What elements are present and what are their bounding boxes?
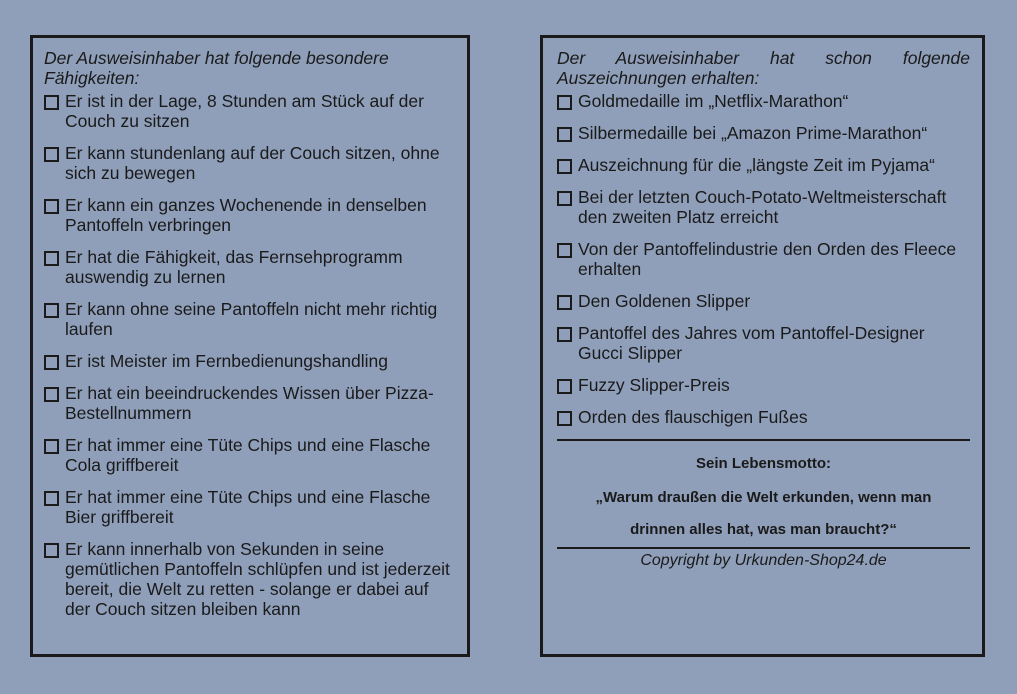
- ability-item-9: [44, 487, 457, 527]
- award-checkbox-6[interactable]: [557, 295, 572, 310]
- ability-checkbox-5[interactable]: [44, 303, 59, 318]
- award-item-1: [557, 91, 970, 111]
- ability-text-3: Er kann ein ganzes Wochenende in denselben Pantoffeln verbringen: [65, 195, 427, 235]
- award-checkbox-8[interactable]: [557, 379, 572, 394]
- ability-text-9: Er hat immer eine Tüte Chips und eine Flasche Bier griffbereit: [65, 487, 431, 527]
- abilities-intro: Der Ausweisinhaber hat folgende besondere Fähigkeiten:: [44, 48, 389, 88]
- ability-item-3: [44, 195, 457, 235]
- ability-checkbox-3[interactable]: [44, 199, 59, 214]
- ability-item-1: [44, 91, 457, 131]
- award-text-5: Von der Pantoffelindustrie den Orden des Fleece erhalten: [578, 239, 957, 279]
- motto-heading: Sein Lebensmotto:: [695, 455, 831, 472]
- award-checkbox-1[interactable]: [557, 95, 572, 110]
- award-checkbox-5[interactable]: [557, 243, 572, 258]
- ability-checkbox-9[interactable]: [44, 491, 59, 506]
- motto-line-2: drinnen alles hat, was man braucht?“: [630, 521, 897, 538]
- award-text-8: Fuzzy Slipper-Preis: [578, 375, 730, 395]
- ability-checkbox-1[interactable]: [44, 95, 59, 110]
- award-text-2: Silbermedaille bei „Amazon Prime-Marathon“: [578, 123, 928, 143]
- award-item-7: [557, 323, 970, 363]
- award-item-6: [557, 291, 970, 311]
- ability-text-6: Er ist Meister im Fernbedienungshandling: [65, 351, 388, 371]
- awards-list: [557, 91, 970, 427]
- ability-text-5: Er kann ohne seine Pantoffeln nicht mehr richtig laufen: [65, 299, 438, 339]
- ability-checkbox-7[interactable]: [44, 387, 59, 402]
- ability-item-10: [44, 539, 457, 619]
- copyright-divider: [557, 547, 970, 549]
- award-checkbox-3[interactable]: [557, 159, 572, 174]
- ability-text-1: Er ist in der Lage, 8 Stunden am Stück auf der Couch zu sitzen: [65, 91, 424, 131]
- abilities-list: [44, 91, 457, 619]
- award-checkbox-2[interactable]: [557, 127, 572, 142]
- ability-item-7: [44, 383, 457, 423]
- ability-text-4: Er hat die Fähigkeit, das Fernsehprogramm auswendig zu lernen: [65, 247, 403, 287]
- award-text-7: Pantoffel des Jahres vom Pantoffel-Designer Gucci Slipper: [578, 323, 925, 363]
- award-checkbox-4[interactable]: [557, 191, 572, 206]
- award-item-4: [557, 187, 970, 227]
- ability-text-8: Er hat immer eine Tüte Chips und eine Flasche Cola griffbereit: [65, 435, 431, 475]
- awards-intro: Der Ausweisinhaber hat schon folgende Auszeichnungen erhalten:: [557, 48, 970, 88]
- ability-item-4: [44, 247, 457, 287]
- abilities-card: [30, 35, 470, 657]
- award-checkbox-9[interactable]: [557, 411, 572, 426]
- ability-text-10: Er kann innerhalb von Sekunden in seine gemütlichen Pantoffeln schlüpfen und ist jederzeit bereit, die Welt zu retten - solange er dabei auf der Couch sitzen bleiben kann: [65, 539, 450, 619]
- copyright-text: Copyright by Urkunden-Shop24.de: [640, 552, 887, 569]
- ability-item-5: [44, 299, 457, 339]
- award-text-9: Orden des flauschigen Fußes: [578, 407, 808, 427]
- ability-item-8: [44, 435, 457, 475]
- award-item-3: [557, 155, 970, 175]
- award-item-9: [557, 407, 970, 427]
- ability-checkbox-4[interactable]: [44, 251, 59, 266]
- award-item-2: [557, 123, 970, 143]
- ability-item-2: [44, 143, 457, 183]
- ability-checkbox-10[interactable]: [44, 543, 59, 558]
- ability-text-2: Er kann stundenlang auf der Couch sitzen, ohne sich zu bewegen: [65, 143, 440, 183]
- award-text-6: Den Goldenen Slipper: [578, 291, 751, 311]
- award-text-1: Goldmedaille im „Netflix-Marathon“: [578, 91, 849, 111]
- award-checkbox-7[interactable]: [557, 327, 572, 342]
- motto-line-1: „Warum draußen die Welt erkunden, wenn man: [595, 489, 932, 506]
- award-item-5: [557, 239, 970, 279]
- ability-checkbox-6[interactable]: [44, 355, 59, 370]
- ability-checkbox-2[interactable]: [44, 147, 59, 162]
- motto-top-divider: [557, 439, 970, 441]
- award-text-3: Auszeichnung für die „längste Zeit im Pyjama“: [578, 155, 935, 175]
- ability-item-6: [44, 351, 457, 371]
- award-text-4: Bei der letzten Couch-Potato-Weltmeisterschaft den zweiten Platz erreicht: [578, 187, 947, 227]
- awards-card: [540, 35, 985, 657]
- award-item-8: [557, 375, 970, 395]
- ability-text-7: Er hat ein beeindruckendes Wissen über Pizza-Bestellnummern: [65, 383, 434, 423]
- ability-checkbox-8[interactable]: [44, 439, 59, 454]
